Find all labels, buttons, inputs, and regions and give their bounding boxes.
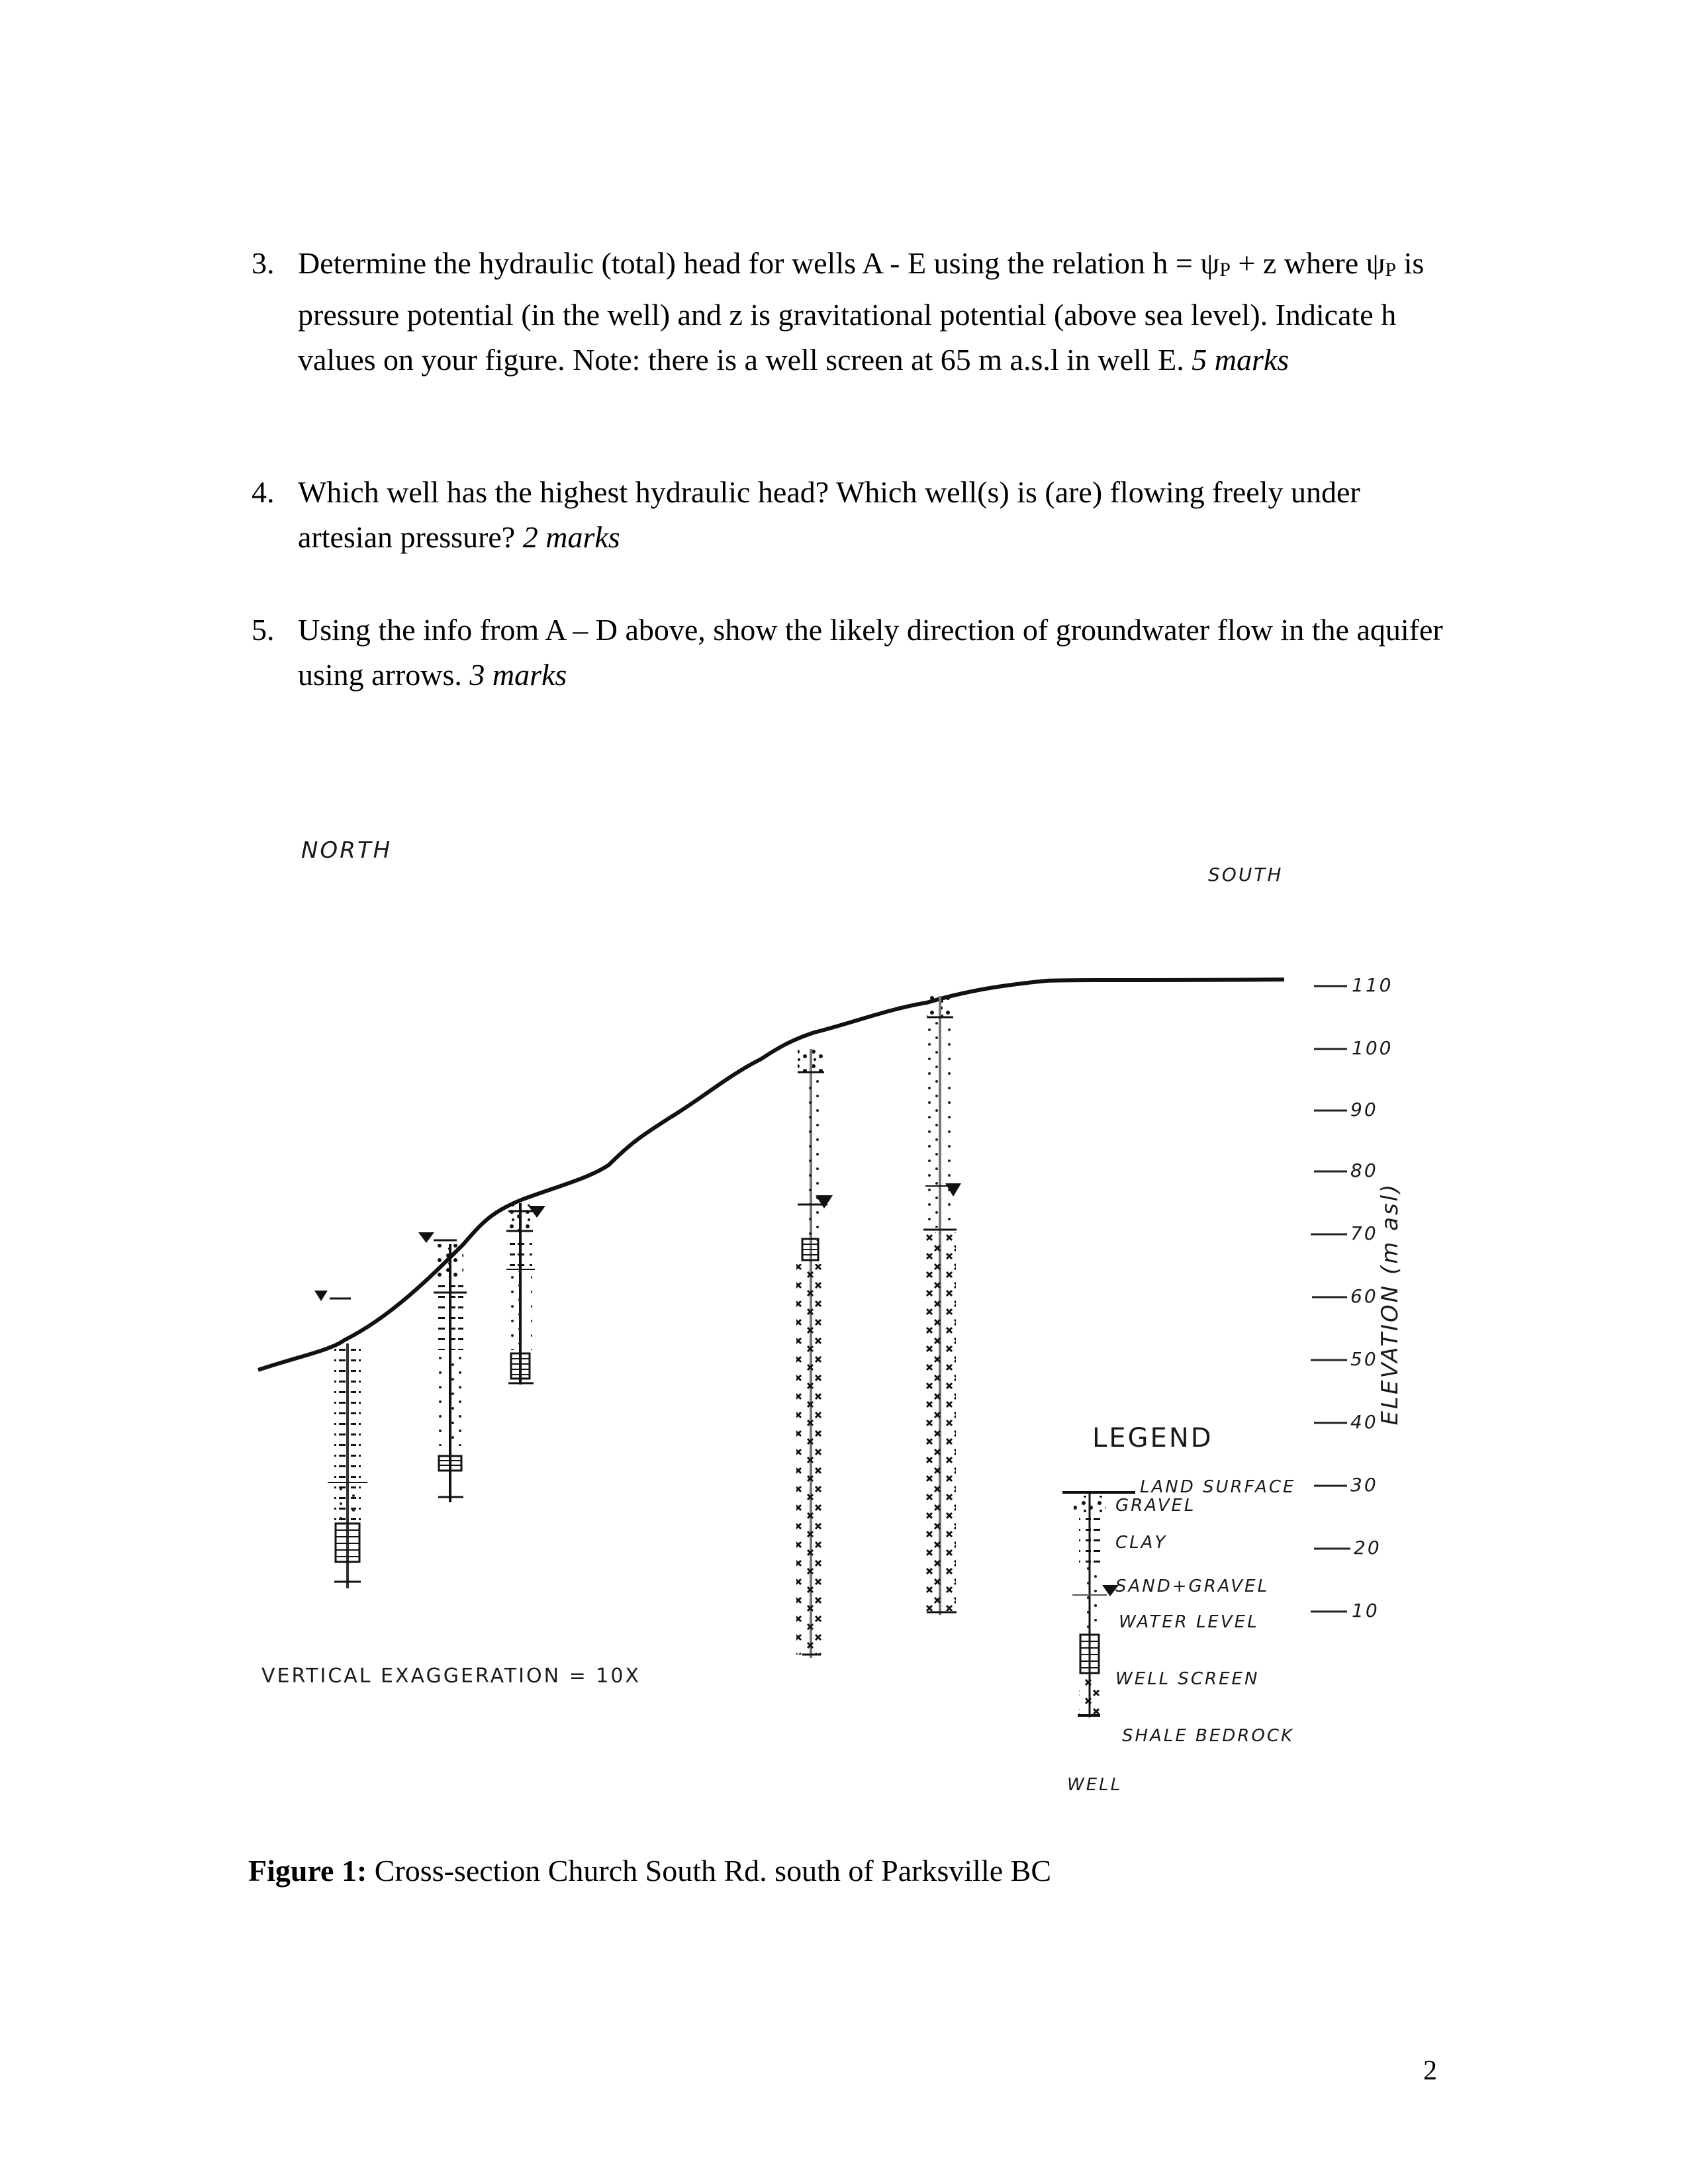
tick-label-30: 30 xyxy=(1350,1474,1378,1496)
well-a xyxy=(314,1291,367,1588)
south-label: SOUTH xyxy=(1208,864,1284,886)
tick-label-10: 10 xyxy=(1352,1600,1380,1621)
legend-well-label: WELL xyxy=(1067,1775,1123,1795)
question-text-part: where xyxy=(1284,246,1366,280)
legend-item-gravel: GRAVEL xyxy=(1115,1496,1196,1516)
tick-label-100: 100 xyxy=(1352,1037,1393,1059)
tick-label-70: 70 xyxy=(1350,1222,1378,1244)
question-number: 4. xyxy=(252,475,275,509)
caption-text: Cross-section Church South Rd. south of Parksville BC xyxy=(367,1854,1052,1888)
legend-item-land-surface: LAND SURFACE xyxy=(1140,1477,1296,1497)
psi-symbol: ψ xyxy=(1200,246,1220,280)
tick-label-40: 40 xyxy=(1350,1411,1378,1433)
caption-label: Figure 1: xyxy=(248,1854,367,1888)
question-number: 3. xyxy=(252,246,275,280)
question-text-part: is pressure potential (in the well) and z is gravitational potential (above sea level). Indicate h values on your figure. Note: there is a well screen at 65 m a.s.l in well E. xyxy=(298,246,1425,377)
question-number: 5. xyxy=(252,613,275,647)
tick-label-20: 20 xyxy=(1354,1537,1382,1559)
psi-symbol: ψ xyxy=(1366,246,1385,280)
formula-tail: + z xyxy=(1230,246,1277,280)
tick-label-50: 50 xyxy=(1350,1348,1378,1370)
well-c xyxy=(506,1203,545,1385)
marks-label: 2 marks xyxy=(522,520,620,554)
tick-label-80: 80 xyxy=(1350,1160,1378,1181)
legend-item-clay: CLAY xyxy=(1115,1533,1168,1553)
north-label: NORTH xyxy=(301,837,393,864)
legend-item-shale-bedrock: SHALE BEDROCK xyxy=(1122,1726,1295,1746)
legend-title: LEGEND xyxy=(1092,1423,1213,1453)
well-b xyxy=(418,1232,467,1502)
figure-caption xyxy=(248,1853,1051,1888)
legend-item-well-screen: WELL SCREEN xyxy=(1115,1669,1260,1689)
tick-label-110: 110 xyxy=(1352,974,1393,996)
tick-label-90: 90 xyxy=(1350,1099,1378,1120)
well-d xyxy=(796,1049,833,1658)
question-text-part: Using the info from A – D above, show the likely direction of groundwater flow in the aquifer using arrows. xyxy=(298,613,1443,692)
page-number: 2 xyxy=(1423,2056,1437,2086)
question-text-part: Determine the hydraulic (total) head for wells A - E using the relation h = xyxy=(298,246,1201,280)
land-surface-line xyxy=(258,979,1284,1370)
marks-label: 3 marks xyxy=(469,658,567,692)
psi-subscript: P xyxy=(1219,259,1231,281)
elevation-axis xyxy=(1311,986,1350,1612)
marks-label: 5 marks xyxy=(1192,343,1289,377)
water-level-marker xyxy=(418,1232,434,1243)
water-level-marker xyxy=(314,1291,328,1301)
tick-label-60: 60 xyxy=(1350,1285,1378,1307)
vertical-exaggeration-label: VERTICAL EXAGGERATION = 10X xyxy=(261,1664,641,1688)
well-e xyxy=(923,996,961,1615)
legend-item-water-level: WATER LEVEL xyxy=(1119,1612,1259,1632)
question-text-part: Which well has the highest hydraulic head? Which well(s) is (are) flowing freely under artesian pressure? xyxy=(298,475,1360,554)
elevation-axis-title: ELEVATION (m asl) xyxy=(1377,1182,1403,1426)
psi-subscript: P xyxy=(1385,259,1397,281)
legend-item-sand-gravel: SAND+GRAVEL xyxy=(1115,1576,1269,1596)
